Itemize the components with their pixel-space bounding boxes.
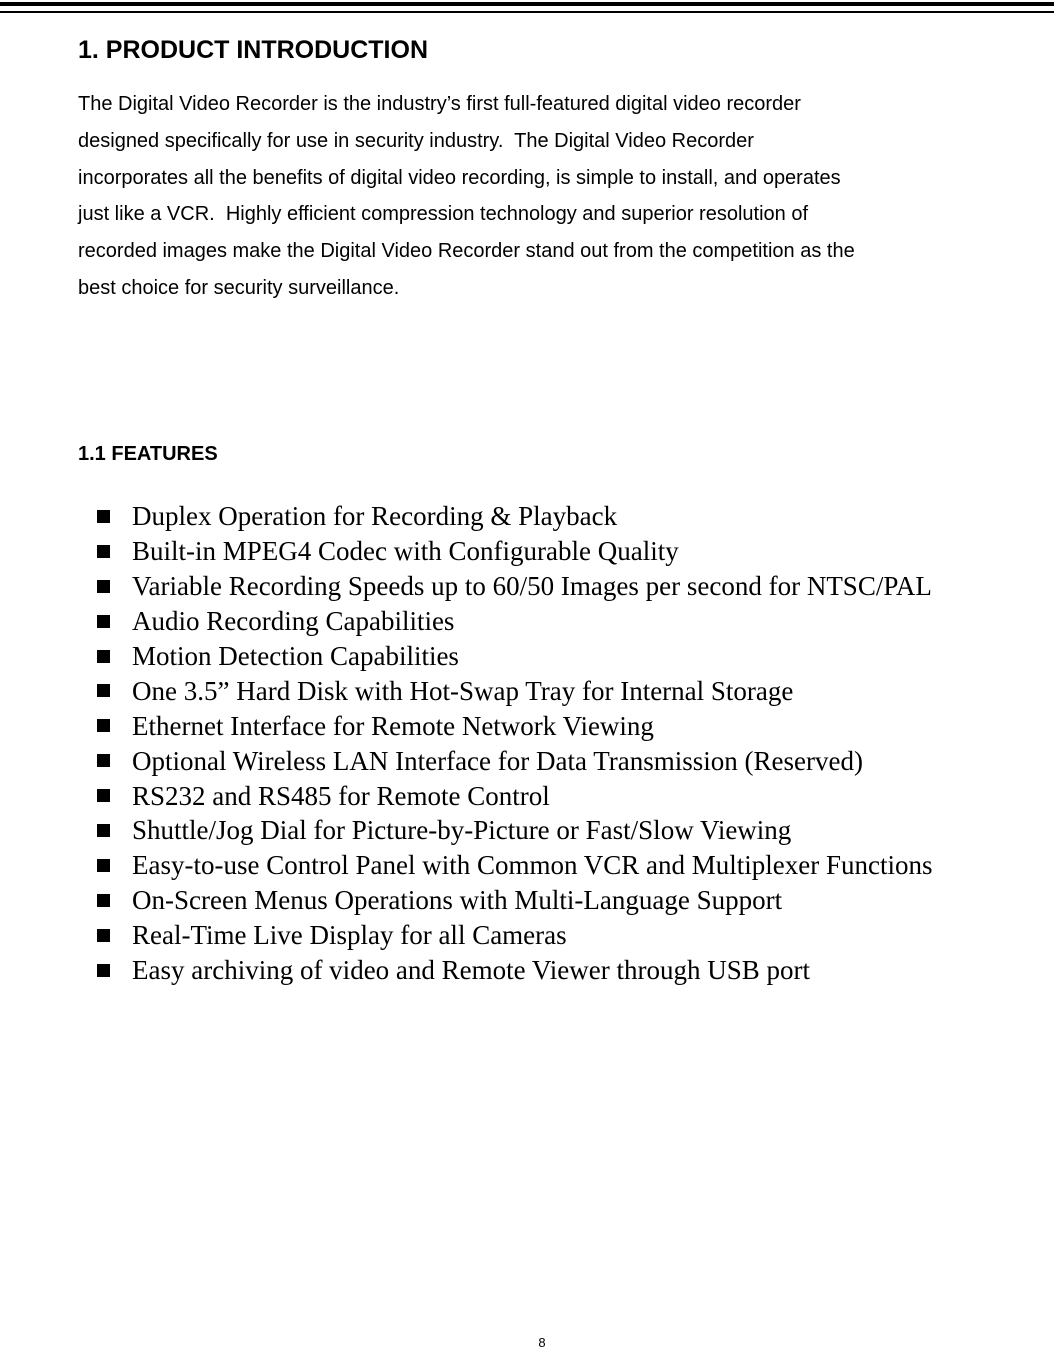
intro-paragraph	[78, 86, 1054, 307]
feature-text: Easy-to-use Control Panel with Common VCR and Multiplexer Functions	[132, 850, 933, 881]
feature-item	[97, 534, 932, 569]
page-number: 8	[538, 1335, 546, 1350]
feature-text: Real-Time Live Display for all Cameras	[132, 920, 567, 951]
square-bullet-icon	[97, 719, 110, 732]
feature-text: Variable Recording Speeds up to 60/50 Images per second for NTSC/PAL	[132, 571, 932, 602]
header-rule-thin	[0, 11, 1054, 13]
square-bullet-icon	[97, 580, 110, 593]
intro-line: designed specifically for use in security industry. The Digital Video Recorder	[78, 129, 754, 152]
intro-line: just like a VCR. Highly efficient compression technology and superior resolution of	[78, 203, 808, 226]
feature-item	[97, 639, 932, 674]
feature-text: Built-in MPEG4 Codec with Configurable Quality	[132, 536, 679, 567]
page-title: 1. PRODUCT INTRODUCTION	[78, 36, 428, 64]
feature-text: Easy archiving of video and Remote Viewer through USB port	[132, 955, 810, 986]
header-rule-thick	[0, 2, 1054, 6]
feature-item	[97, 708, 932, 743]
feature-item	[97, 673, 932, 708]
feature-item	[97, 883, 932, 918]
feature-text: Duplex Operation for Recording & Playback	[132, 501, 618, 532]
feature-text: One 3.5” Hard Disk with Hot-Swap Tray for Internal Storage	[132, 675, 794, 706]
square-bullet-icon	[97, 615, 110, 628]
features-heading: 1.1 FEATURES	[78, 443, 218, 465]
intro-line: incorporates all the benefits of digital video recording, is simple to install, and operates	[78, 166, 841, 189]
feature-text: Optional Wireless LAN Interface for Data Transmission (Reserved)	[132, 745, 863, 776]
square-bullet-icon	[97, 824, 110, 837]
square-bullet-icon	[97, 894, 110, 907]
features-list	[97, 499, 932, 987]
square-bullet-icon	[97, 964, 110, 977]
square-bullet-icon	[97, 754, 110, 767]
feature-text: Ethernet Interface for Remote Network Viewing	[132, 710, 654, 741]
square-bullet-icon	[97, 859, 110, 872]
feature-text: Shuttle/Jog Dial for Picture-by-Picture or Fast/Slow Viewing	[132, 815, 792, 846]
square-bullet-icon	[97, 545, 110, 558]
feature-item	[97, 499, 932, 534]
square-bullet-icon	[97, 789, 110, 802]
square-bullet-icon	[97, 929, 110, 942]
square-bullet-icon	[97, 684, 110, 697]
feature-text: RS232 and RS485 for Remote Control	[132, 780, 550, 811]
square-bullet-icon	[97, 650, 110, 663]
feature-item	[97, 813, 932, 848]
feature-item	[97, 743, 932, 778]
feature-item	[97, 604, 932, 639]
feature-item	[97, 778, 932, 813]
feature-text: Audio Recording Capabilities	[132, 606, 455, 637]
feature-item	[97, 848, 932, 883]
feature-item	[97, 918, 932, 953]
feature-item	[97, 569, 932, 604]
feature-text: Motion Detection Capabilities	[132, 641, 459, 671]
feature-item	[97, 953, 932, 988]
intro-line: best choice for security surveillance.	[78, 276, 400, 299]
intro-line: The Digital Video Recorder is the industry’s first full-featured digital video recorder	[78, 93, 801, 115]
feature-text: On-Screen Menus Operations with Multi-Language Support	[132, 885, 783, 916]
square-bullet-icon	[97, 510, 110, 523]
intro-line: recorded images make the Digital Video Recorder stand out from the competition as the	[78, 240, 855, 263]
